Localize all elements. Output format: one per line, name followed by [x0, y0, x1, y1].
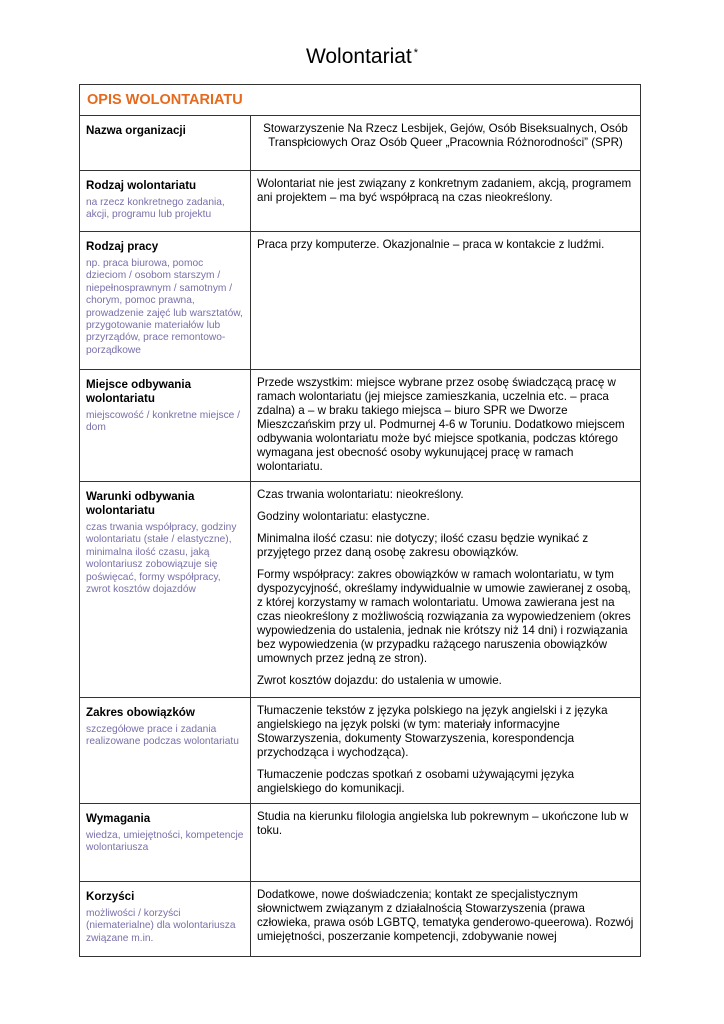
- row-value: Praca przy komputerze. Okazjonalnie – praca w kontakcie z ludźmi.: [257, 238, 605, 251]
- row-hint: szczegółowe prace i zadania realizowane podczas wolontariatu: [86, 724, 239, 748]
- row-label: Rodzaj wolontariatu: [86, 179, 197, 192]
- row-label: Nazwa organizacji: [86, 124, 186, 137]
- row-hint: miejscowość / konkretne miejsce / dom: [86, 410, 240, 434]
- row-value: Wolontariat nie jest związany z konkretnym zadaniem, akcją, programem ani projektem – ma być współpracą na czas nieokreślony.: [257, 177, 632, 204]
- table-row-requirements: [80, 804, 641, 882]
- document-title: [0, 44, 724, 70]
- conditions-minimum-time: Minimalna ilość czasu: nie dotyczy; ilość czasu będzie wynikać z przyjętego przez daną osobę zakresu obowiązków.: [257, 532, 589, 559]
- footnote-mark: *: [413, 47, 419, 59]
- duties-interpreting: Tłumaczenie podczas spotkań z osobami używającymi języka angielskiego do komunikacji.: [257, 768, 575, 795]
- row-label: Warunki odbywania wolontariatu: [86, 490, 195, 517]
- row-hint: np. praca biurowa, pomoc dzieciom / osobom starszym / niepełnosprawnym / samotnym / chorym, pomoc prawna, prowadzenie zajęć lub warsztatów, przygotowanie materiałów lub przyrządów, prace remontowo-porządkowe: [86, 258, 243, 356]
- conditions-hours: Godziny wolontariatu: elastyczne.: [257, 510, 430, 523]
- value-cell: [251, 116, 641, 171]
- value-cell: [251, 882, 641, 957]
- conditions-forms: Formy współpracy: zakres obowiązków w ramach wolontariatu, w tym dyspozycyjność, określamy indywidualnie w umowie zawieranej z osobą, z której korzystamy w ramach wolontariatu. Umowa zawierana jest na czas nieokreślony z możliwością rozwiązania za wypowiedzeniem (okres wypowiedzenia do ustalenia, jednak nie krótszy niż 14 dni) i rozwiązania bez wypowiedzenia (w przypadku rażącego naruszenia obowiązków umownych przez jedną ze stron).: [257, 568, 631, 665]
- table-row-work-type: [80, 232, 641, 370]
- row-label: Miejsce odbywania wolontariatu: [86, 378, 192, 405]
- conditions-travel-costs: Zwrot kosztów dojazdu: do ustalenia w umowie.: [257, 674, 502, 687]
- table-row-place: [80, 370, 641, 482]
- row-hint: wiedza, umiejętności, kompetencje wolontariusza: [86, 830, 244, 854]
- row-label: Zakres obowiązków: [86, 706, 195, 719]
- label-cell: [80, 698, 251, 804]
- label-cell: [80, 171, 251, 232]
- section-heading-cell: [80, 85, 641, 116]
- label-cell: [80, 882, 251, 957]
- table-row-duties: [80, 698, 641, 804]
- row-hint: możliwości / korzyści (niematerialne) dla wolontariusza związane m.in.: [86, 908, 236, 944]
- table-row-volunteer-type: [80, 171, 641, 232]
- row-label: Rodzaj pracy: [86, 240, 159, 253]
- table-header-row: [80, 85, 641, 116]
- value-cell: [251, 232, 641, 370]
- volunteer-description-table: [79, 84, 641, 957]
- value-cell: [251, 698, 641, 804]
- document-title-text: Wolontariat: [305, 45, 412, 68]
- row-value: Przede wszystkim: miejsce wybrane przez osobę świadczącą pracę w ramach wolontariatu (jej miejsce zamieszkania, uczelnia etc. – praca zdalna) a – w braku takiego miejsca – biuro SPR we Dworze Mieszczańskim przy ul. Podmurnej 4-6 w Toruniu. Dodatkowo miejscem odbywania wolontariatu może być miejsce spotkania, podczas którego wymagana jest obecność osoby wykunującej pracę w ramach wolontariatu.: [257, 376, 625, 473]
- value-cell: [251, 370, 641, 482]
- row-label: Wymagania: [86, 812, 151, 825]
- value-cell: [251, 482, 641, 698]
- row-value: Stowarzyszenie Na Rzecz Lesbijek, Gejów, Osób Biseksualnych, Osób Transpłciowych Oraz Osób Queer „Pracownia Różnorodności” (SPR): [263, 122, 628, 149]
- row-hint: czas trwania współpracy, godziny wolontariatu (stałe / elastyczne), minimalna ilość czasu, jaką wolontariusz zobowiązuje się poświęcać, formy współpracy, zwrot kosztów dojazdów: [86, 522, 237, 596]
- section-heading: OPIS WOLONTARIATU: [87, 92, 243, 108]
- value-cell: [251, 171, 641, 232]
- duties-translation: Tłumaczenie tekstów z języka polskiego na język angielski i z języka angielskiego na język polski (w tym: materiały informacyjne Stowarzyszenia, dokumenty Stowarzyszenia, korespondencja przychodząca i wychodząca).: [257, 704, 608, 759]
- label-cell: [80, 370, 251, 482]
- conditions-duration: Czas trwania wolontariatu: nieokreślony.: [257, 488, 464, 501]
- row-value: Dodatkowe, nowe doświadczenia; kontakt ze specjalistycznym słownictwem związanym z działalnością Stowarzyszenia (prawa człowieka, prawa osób LGBTQ, tematyka genderowo-queerowa). Rozwój umiejętności, poszerzanie kompetencji, zdobywanie nowej: [257, 888, 634, 943]
- row-hint: na rzecz konkretnego zadania, akcji, programu lub projektu: [86, 197, 225, 221]
- label-cell: [80, 116, 251, 171]
- row-value: Studia na kierunku filologia angielska lub pokrewnym – ukończone lub w toku.: [257, 810, 629, 837]
- table-row-conditions: [80, 482, 641, 698]
- row-label: Korzyści: [86, 890, 135, 903]
- label-cell: [80, 482, 251, 698]
- label-cell: [80, 232, 251, 370]
- value-cell: [251, 804, 641, 882]
- table-row-organization: [80, 116, 641, 171]
- table-row-benefits: [80, 882, 641, 957]
- label-cell: [80, 804, 251, 882]
